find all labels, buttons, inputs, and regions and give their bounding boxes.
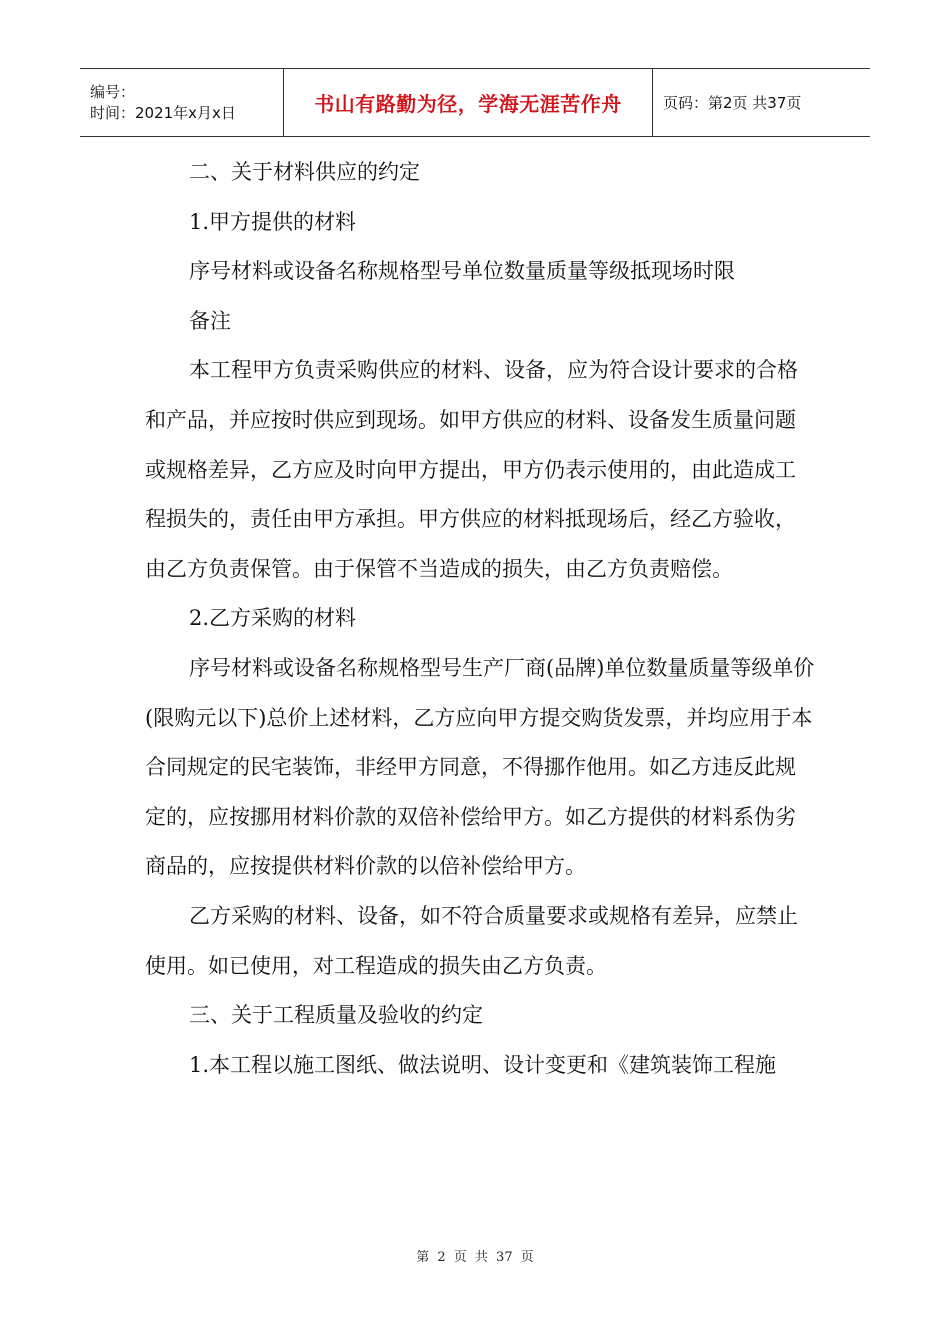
- paragraph: 乙方采购的材料、设备，如不符合质量要求或规格有差异，应禁止使用。如已使用，对工程造成的损失由乙方负责。: [145, 903, 798, 978]
- document-header: [80, 68, 870, 137]
- page-footer: 第 2 页 共 37 页: [416, 1250, 534, 1265]
- section-heading: 三、关于工程质量及验收的约定: [189, 1003, 483, 1028]
- subsection-heading: 2.乙方采购的材料: [189, 606, 357, 631]
- document-date: 时间：2021年x月x日: [90, 103, 236, 122]
- header-page-info: 页码：第2页 共37页: [663, 94, 802, 112]
- paragraph: 序号材料或设备名称规格型号单位数量质量等级抵现场时限: [189, 259, 735, 284]
- header-meta: [80, 69, 283, 136]
- paragraph: 序号材料或设备名称规格型号生产厂商(品牌)单位数量质量等级单价(限购元以下)总价上述材料，乙方应向甲方提交购货发票，并均应用于本合同规定的民宅装饰，非经甲方同意，不得挪作他用。如乙方违反此规定的，应按挪用材料价款的双倍补偿给甲方。如乙方提供的材料系伪劣商品的，应按提供材料价款的以倍补偿给甲方。: [145, 655, 815, 879]
- paragraph: 1.本工程以施工图纸、做法说明、设计变更和《建筑装饰工程施: [189, 1052, 777, 1077]
- paragraph: 备注: [189, 308, 231, 333]
- paragraph: 本工程甲方负责采购供应的材料、设备，应为符合设计要求的合格和产品，并应按时供应到现场。如甲方供应的材料、设备发生质量问题或规格差异，乙方应及时向甲方提出，甲方仍表示使用的，由此造成工程损失的，责任由甲方承担。甲方供应的材料抵现场后，经乙方验收，由乙方负责保管。由于保管不当造成的损失，由乙方负责赔偿。: [145, 358, 798, 581]
- document-number-label: 编号：: [90, 82, 136, 101]
- subsection-heading: 1.甲方提供的材料: [189, 209, 357, 234]
- section-heading: 二、关于材料供应的约定: [189, 160, 420, 184]
- header-motto: 书山有路勤为径，学海无涯苦作舟: [283, 69, 653, 136]
- document-body: [145, 148, 815, 1090]
